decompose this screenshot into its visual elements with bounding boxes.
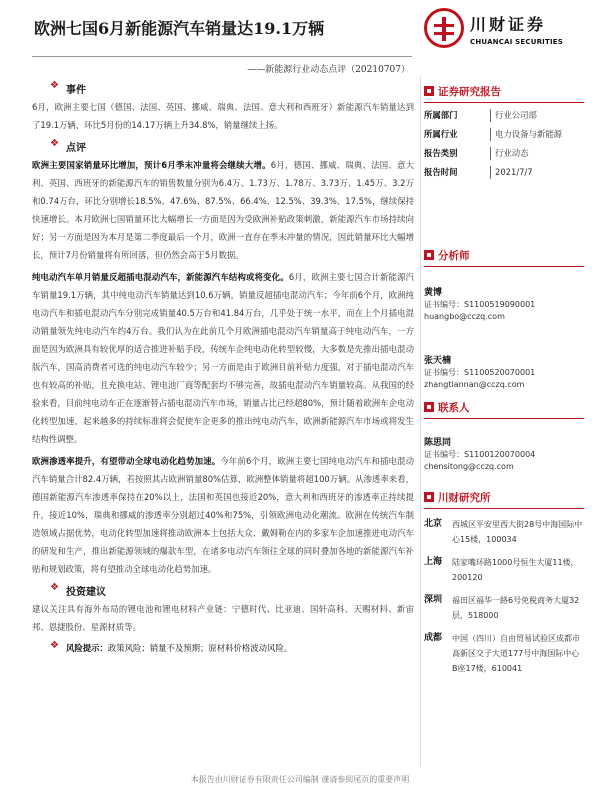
office-entry: 成都 中国（四川）自由贸易试验区成都市高新区交子大道177号中海国际中心B座17楼，610041 bbox=[424, 633, 580, 673]
analyst-entry bbox=[424, 287, 584, 323]
flag-icon bbox=[424, 492, 434, 502]
section-heading: ❖ 事件 bbox=[50, 80, 414, 96]
section-heading: ❖ 投资建议 bbox=[50, 582, 414, 598]
paragraph: 欧洲渗透率提升，有望带动全球电动化趋势加速。今年前6个月，欧洲主要七国纯电动汽车和插电混动汽车销量合计82.4万辆，若按照其占欧洲销量80%估算，欧洲整体销量将超100万辆。从渗透率来看，德国新能源汽车渗透率保持在20%以上，法国和英国也接近20%，意大利和西班牙的渗透率正持续提升，接近10%，瑞典和挪威的渗透率分别超过40%和75%，引领欧洲电动化潮流。欧洲在传统汽车制造领域占据优势，电动化转型加速将推动欧洲本土包括大众、戴姆勒在内的多家车企加速推进电动汽车的研发和生产，推出新能源领域的爆款车型，在诸多电动汽车领往全球的同时叠加各地的新能源汽车补贴和规划政策，将有望推动全球电动化趋势加速。 bbox=[32, 456, 415, 574]
analyst-entry bbox=[424, 355, 584, 391]
side-rule bbox=[424, 102, 584, 103]
flag-icon bbox=[424, 86, 434, 96]
diamond-bullet-icon bbox=[50, 643, 60, 653]
contact-entry bbox=[424, 437, 584, 473]
analyst-cert: 证书编号：S1100520070001 bbox=[424, 368, 536, 377]
info-row: 报告类别 行业动态 bbox=[424, 147, 584, 160]
info-row: 所属部门 行业公司部 bbox=[424, 109, 584, 122]
side-heading: 川财研究所 bbox=[424, 488, 584, 506]
flag-icon bbox=[424, 250, 434, 260]
contact-cert: 证书编号：S1100120070004 bbox=[424, 450, 536, 459]
logo-english-name: CHUANCAI SECURITIES bbox=[470, 38, 563, 46]
main-content bbox=[32, 80, 414, 656]
logo-mark-icon bbox=[424, 8, 464, 48]
analysts-block bbox=[424, 246, 584, 391]
risk-line: ❖ 风险提示：政策风险；销量不及预期；原材料价格波动风险。 bbox=[50, 640, 414, 656]
office-entry: 深圳 福田区福华一路6号免税商务大厦32层，518000 bbox=[424, 595, 580, 620]
paragraph: 建议关注具有海外布局的锂电池和锂电材料产业链：宁德时代、比亚迪、国轩高科、天赐材料、新宙邦、恩捷股份、星源材质等。 bbox=[32, 604, 414, 632]
section-event bbox=[32, 80, 414, 134]
paragraph: 纯电动汽车单月销量反超插电混动汽车，新能源汽车结构或将变化。6月，欧洲主要七国合计新能源汽车销量19.1万辆，其中纯电动汽车销量达到10.6万辆，销量反超插电混动汽车；今年前6个月，欧洲纯电动汽车和插电混动汽车分别完成销量40.5万台和41.84万台，几乎处于统一水平，而在上个月插电混动销量领先纯电动汽车约4万台。我们认为在此前几个月欧洲插电混动汽车销量高于纯电动汽车，一方面是因为欧洲具有较优厚的适合推进补贴手段，传统车企纯电动化转型较慢，大多数是先推出插电混动版汽车，国高消费者可选的纯电动汽车较少；另一方面是由于欧洲目前补贴力度强，对于插电混动汽车也有较高的补贴，且充换电站、锂电池厂商等配套均不够完善，故插电混动汽车销量较高。从我国的经验来看，目前纯电动车正在逐渐替占插电混动汽车市场，销量占比已经超80%，预计随着欧洲车企电动化转型加速，起来越多的持续标准将会促使车企更多的推出纯电动汽车，欧洲新能源汽车市场或将发生结构性调整。 bbox=[32, 272, 415, 444]
contact-email[interactable]: chensitong@cczq.com bbox=[424, 462, 514, 471]
side-rule bbox=[424, 508, 584, 509]
side-heading: 联系人 bbox=[424, 398, 584, 416]
analyst-name: 黄博 bbox=[424, 288, 443, 298]
contact-name: 陈思同 bbox=[424, 438, 452, 448]
side-heading: 分析师 bbox=[424, 246, 584, 264]
paragraph: 欧洲主要国家销量环比增加，预计6月季末冲量将会继续大增。6月，德国、挪威、瑞典、法国、意大利、英国、西班牙的新能源汽车的销售数量分别为6.4万、1.73万、1.78万、3.73万、1.45万、3.2万和0.74万台，环比分别增长18.5%、47.6%、87.5%、66.4%、12.5%、39.3%、17.5%，继续保持快速增长。本月欧洲七国销量环比大幅增长一方面是因为受欧洲补贴政策刺激，新能源汽车市场持续向好；另一方面是因为本月是第二季度最后一个月，欧洲一直存在季末冲量的情况，因此销量环比大幅增长，预计7月份销量将有所回落，但仍然会高于5月数据。 bbox=[32, 160, 415, 260]
info-row: 所属行业 电力设备与新能源 bbox=[424, 128, 584, 141]
side-rule bbox=[424, 418, 584, 419]
analyst-email[interactable]: huangbo@cczq.com bbox=[424, 312, 505, 321]
company-logo bbox=[424, 8, 580, 52]
analyst-name: 张天楠 bbox=[424, 356, 452, 366]
section-risk bbox=[32, 640, 414, 656]
section-heading: ❖ 点评 bbox=[50, 138, 414, 154]
offices-block bbox=[424, 488, 584, 676]
info-row: 报告时间 2021/7/7 bbox=[424, 166, 584, 179]
report-subtitle: ——新能源行业动态点评（20210707） bbox=[247, 65, 410, 75]
header-divider bbox=[32, 56, 412, 57]
diamond-bullet-icon bbox=[50, 141, 60, 151]
page-footer: 本报告由川财证券有限责任公司编制 谨请参阅尾页的重要声明 bbox=[190, 775, 410, 784]
analyst-cert: 证书编号：S1100519090001 bbox=[424, 300, 536, 309]
flag-icon bbox=[424, 402, 434, 412]
diamond-bullet-icon bbox=[50, 585, 60, 595]
office-entry: 上海 陆家嘴环路1000号恒生大厦11楼，200120 bbox=[424, 557, 579, 582]
office-entry: 北京 西城区平安里西大街28号中海国际中心15楼，100034 bbox=[424, 519, 583, 544]
analyst-email[interactable]: zhangtiannan@cczq.com bbox=[424, 380, 525, 389]
paragraph: 6月，欧洲主要七国（德国、法国、英国、挪威、瑞典、法国、意大利和西班牙）新能源汽车销量达到了19.1万辆，环比5月份的14.17万辆上升34.8%，销量继续上扬。 bbox=[32, 102, 414, 130]
side-heading: 证券研究报告 bbox=[424, 82, 584, 100]
column-divider bbox=[420, 76, 421, 766]
contact-block bbox=[424, 398, 584, 473]
section-comment bbox=[32, 138, 414, 578]
report-info-block bbox=[424, 82, 584, 179]
logo-name: 川财证券 bbox=[470, 15, 547, 34]
section-investment bbox=[32, 582, 414, 636]
side-rule bbox=[424, 266, 584, 267]
diamond-bullet-icon bbox=[50, 83, 60, 93]
report-title: 欧洲七国6月新能源汽车销量达19.1万辆 bbox=[34, 19, 325, 38]
